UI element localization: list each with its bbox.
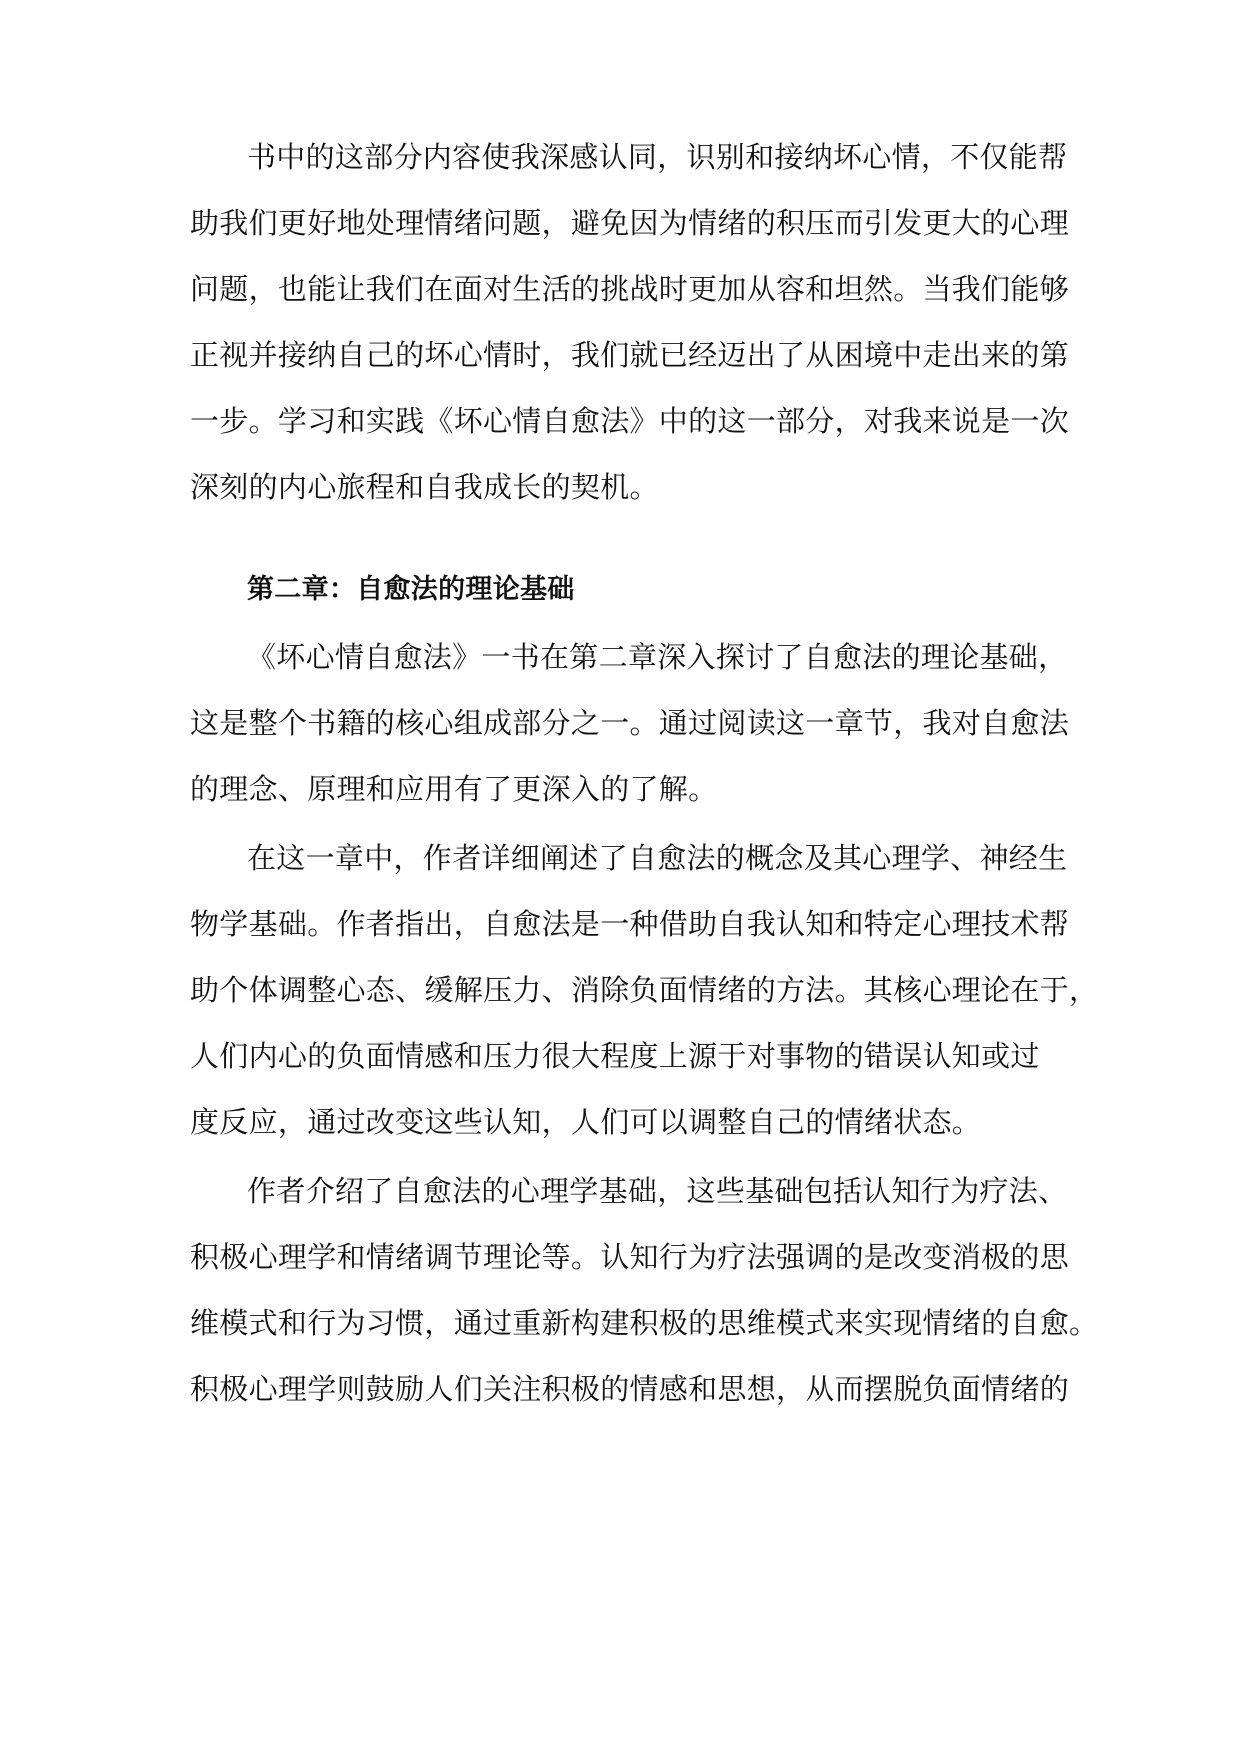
- paragraph-line: 人们内心的负面情感和压力很大程度上源于对事物的错误认知或过: [190, 1039, 1040, 1073]
- paragraph-line: 度反应，通过改变这些认知，人们可以调整自己的情绪状态。: [190, 1105, 982, 1139]
- paragraph-line: 积极心理学则鼓励人们关注积极的情感和思想，从而摆脱负面情绪的: [190, 1372, 1070, 1406]
- paragraph-line: 正视并接纳自己的坏心情时，我们就已经迈出了从困境中走出来的第: [190, 338, 1070, 372]
- paragraph-line: 在这一章中，作者详细阐述了自愈法的概念及其心理学、神经生: [247, 841, 1068, 875]
- paragraph-line: 问题，也能让我们在面对生活的挑战时更加从容和坦然。当我们能够: [190, 272, 1070, 306]
- paragraph-line: 这是整个书籍的核心组成部分之一。通过阅读这一章节，我对自愈法: [190, 706, 1070, 740]
- paragraph-line: 的理念、原理和应用有了更深入的了解。: [190, 772, 718, 806]
- paragraph-line: 物学基础。作者指出，自愈法是一种借助自我认知和特定心理技术帮: [190, 907, 1070, 941]
- paragraph-line: 深刻的内心旅程和自我成长的契机。: [190, 470, 659, 504]
- paragraph-line: 一步。学习和实践《坏心情自愈法》中的这一部分，对我来说是一次: [190, 404, 1070, 438]
- chapter-heading: 第二章：自愈法的理论基础: [247, 574, 575, 605]
- paragraph-line: 维模式和行为习惯，通过重新构建积极的思维模式来实现情绪的自愈。: [190, 1306, 1099, 1340]
- paragraph-line: 作者介绍了自愈法的心理学基础，这些基础包括认知行为疗法、: [247, 1174, 1068, 1208]
- paragraph-line: 积极心理学和情绪调节理论等。认知行为疗法强调的是改变消极的思: [190, 1240, 1070, 1274]
- paragraph-line: 书中的这部分内容使我深感认同，识别和接纳坏心情，不仅能帮: [247, 140, 1068, 174]
- paragraph-line: 《坏心情自愈法》一书在第二章深入探讨了自愈法的理论基础，: [247, 640, 1068, 674]
- paragraph-line: 助我们更好地处理情绪问题，避免因为情绪的积压而引发更大的心理: [190, 206, 1070, 240]
- paragraph-line: 助个体调整心态、缓解压力、消除负面情绪的方法。其核心理论在于，: [190, 973, 1099, 1007]
